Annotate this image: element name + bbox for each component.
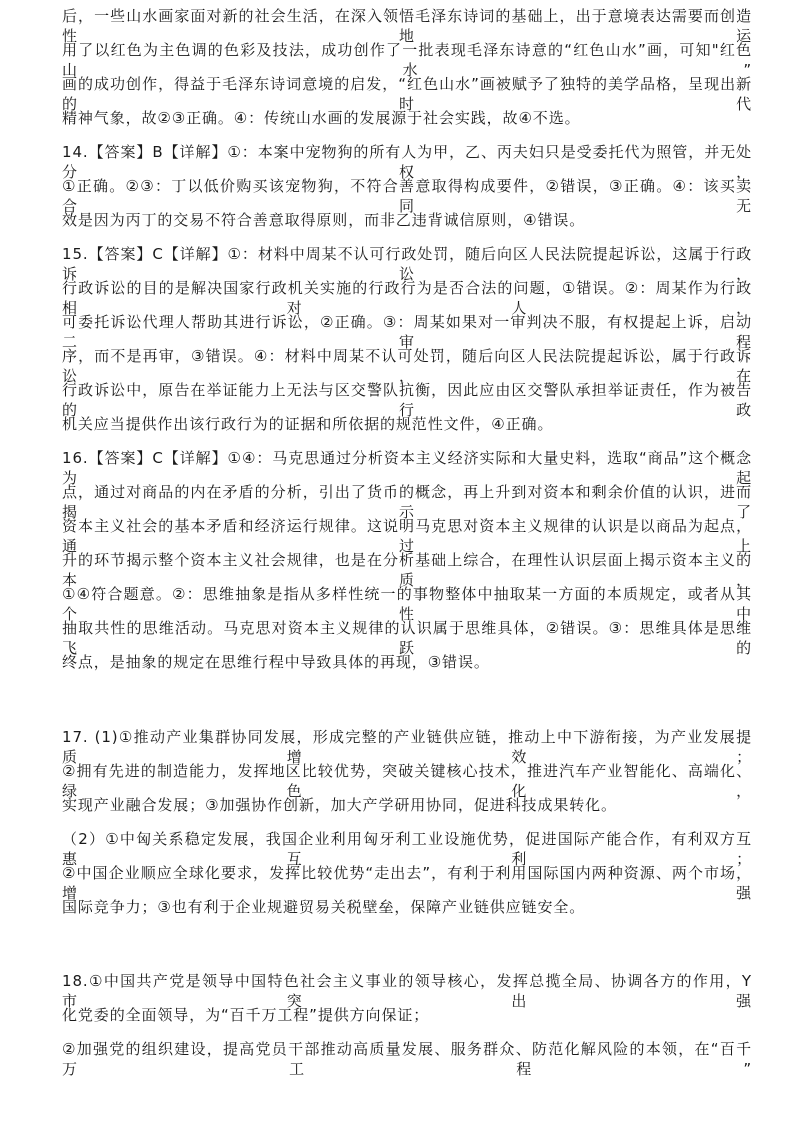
text-line: 资本主义社会的基本矛盾和经济运行规律。这说明马克思对资本主义规律的认识是以商品为起点，通过上 — [62, 517, 752, 555]
text-line: 可委托诉讼代理人帮助其进行诉讼，②正确。③：周某如果对一审判决不服，有权提起上诉，启动二审程 — [62, 313, 752, 351]
text-line: ②加强党的组织建设，提高党员干部推动高质量发展、服务群众、防范化解风险的本领，在“百千万工程” — [62, 1040, 752, 1078]
text-line: 实现产业融合发展；③加强协作创新，加大产学研用协同，促进科技成果转化。 — [62, 796, 617, 814]
text-line: 国际竞争力；③也有利于企业规避贸易关税壁垒，保障产业链供应链安全。 — [62, 898, 586, 916]
text-line: 机关应当提供作出该行政行为的证据和所依据的规范性文件，④正确。 — [62, 415, 554, 433]
text-line: 行政诉讼中，原告在举证能力上无法与区交警队抗衡，因此应由区交警队承担举证责任，作为被告的行政 — [62, 381, 752, 419]
text-line: 点，通过对商品的内在矛盾的分析，引出了货币的概念，再上升到对资本和剩余价值的认识，进而揭示了 — [62, 483, 752, 521]
text-line: ①正确。②③：丁以低价购买该宠物狗，不符合善意取得构成要件，②错误，③正确。④：该买卖合同无 — [62, 177, 752, 215]
text-line: 效是因为丙丁的交易不符合善意取得原则，而非乙违背诚信原则，④错误。 — [62, 211, 586, 229]
text-line: 15.【答案】C【详解】①：材料中周某不认可行政处罚，随后向区人民法院提起诉讼，这属于行政诉讼， — [62, 245, 752, 283]
text-line: ①④符合题意。②：思维抽象是指从多样性统一的事物整体中抽取某一方面的本质规定，或者从其个性中 — [62, 585, 752, 623]
text-line: ②中国企业顺应全球化要求，发挥比较优势“走出去”，有利于利用国际国内两种资源、两个市场，增强 — [62, 864, 752, 902]
text-line: 抽取共性的思维活动。马克思对资本主义规律的认识属于思维具体，②错误。③：思维具体是思维飞跃的 — [62, 619, 752, 657]
text-line: （2）①中匈关系稳定发展，我国企业利用匈牙利工业设施优势，促进国际产能合作，有利双方互惠互利； — [62, 830, 752, 868]
text-line: 升的环节揭示整个资本主义社会规律，也是在分析基础上综合，在理性认识层面上揭示资本主义的本质， — [62, 551, 752, 589]
text-line: 14.【答案】B【详解】①：本案中宠物狗的所有人为甲，乙、丙夫妇只是受委托代为照管，并无处分权， — [62, 143, 752, 181]
text-line: 18.①中国共产党是领导中国特色社会主义事业的领导核心，发挥总揽全局、协调各方的作用，Y 市突出强 — [62, 972, 752, 1010]
text-line: 画的成功创作，得益于毛泽东诗词意境的启发，“红色山水”画被赋予了独特的美学品格，呈现出新的时代 — [62, 75, 752, 113]
text-line: 用了以红色为主色调的色彩及技法，成功创作了一批表现毛泽东诗意的“红色山水”画，可知"红色山水” — [62, 41, 752, 79]
text-line: 17. (1)①推动产业集群协同发展，形成完整的产业链供应链，推动上中下游衔接，为产业发展提质增效； — [62, 728, 752, 766]
text-line: 终点，是抽象的规定在思维行程中导致具体的再现，③错误。 — [62, 653, 490, 671]
text-line: 序，而不是再审，③错误。④：材料中周某不认可处罚，随后向区人民法院提起诉讼，属于行政诉讼，在 — [62, 347, 752, 385]
text-line: 16.【答案】C【详解】①④：马克思通过分析资本主义经济实际和大量史料，选取“商品”这个概念为起 — [62, 449, 752, 487]
text-line: 后，一些山水画家面对新的社会生活，在深入领悟毛泽东诗词的基础上，出于意境表达需要而创造性地运 — [62, 7, 752, 45]
text-line: ②拥有先进的制造能力，发挥地区比较优势，突破关键核心技术，推进汽车产业智能化、高端化、绿色化， — [62, 762, 752, 800]
text-line: 化党委的全面领导，为“百千万工程”提供方向保证； — [62, 1006, 430, 1024]
text-line: 行政诉讼的目的是解决国家行政机关实施的行政行为是否合法的问题，①错误。②：周某作为行政相对人， — [62, 279, 752, 317]
text-line: 精神气象，故②③正确。④：传统山水画的发展源于社会实践，故④不选。 — [62, 109, 581, 127]
